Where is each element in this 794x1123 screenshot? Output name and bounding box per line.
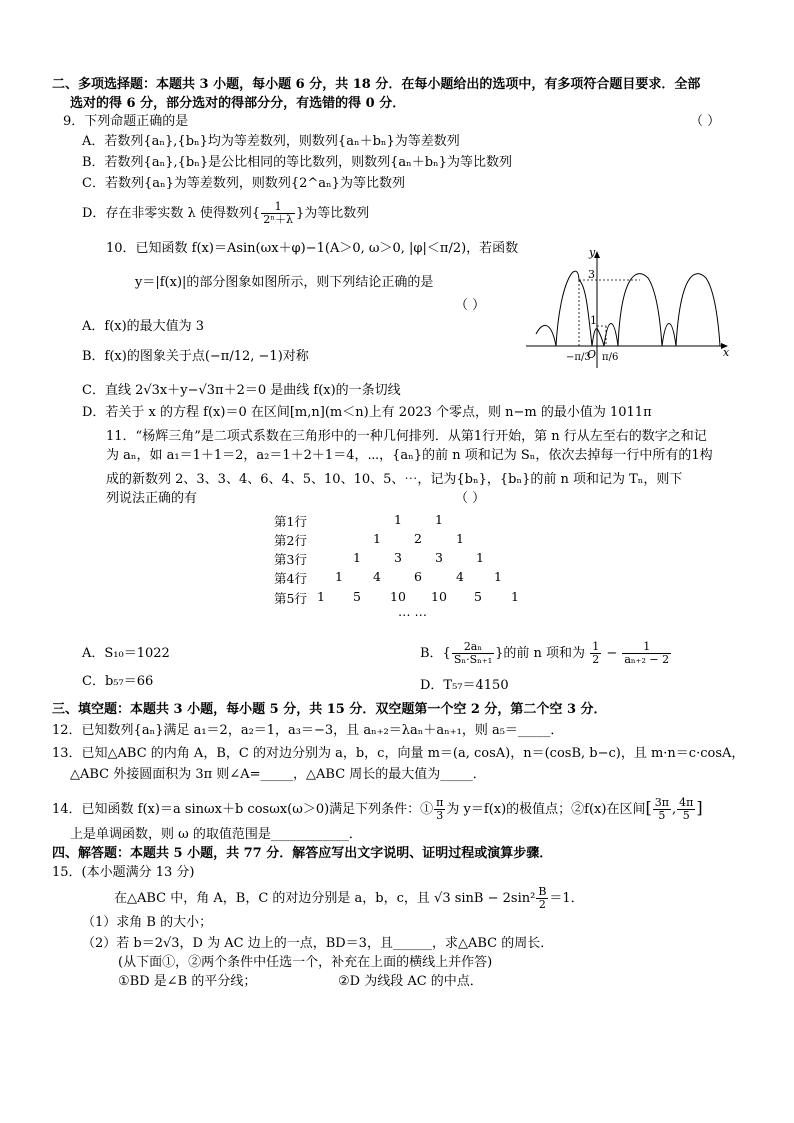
q11-stem-line2: 为 aₙ，如 a₁＝1＋1＝2，a₂＝1＋2＋1＝4，⋯，{aₙ}的前 n 项和记为 Sₙ，依次去掉每一行中所有的1构	[106, 448, 713, 463]
triangle-number: 6	[414, 569, 422, 584]
q12-text: 12．已知数列{aₙ}满足 a₁＝2，a₂＝1，a₃＝−3，且 aₙ₊₂＝λaₙ＋aₙ₊₁，则 a₅＝_____．	[52, 723, 564, 738]
triangle-number: 1	[476, 550, 484, 565]
q10-answer-blank: （ ）	[455, 298, 486, 313]
triangle-number: 10	[431, 589, 447, 604]
triangle-row-label: 第4行	[274, 571, 307, 586]
triangle-row-label: 第3行	[274, 552, 307, 567]
q15-condition-2: ②D 为线段 AC 的中点．	[338, 974, 483, 989]
q9-answer-blank: （ ）	[690, 114, 721, 129]
triangle-number: 1	[353, 550, 361, 565]
triangle-number: 10	[390, 589, 406, 604]
svg-text:O: O	[587, 348, 597, 361]
triangle-number: 1	[456, 531, 464, 546]
q15-condition-1: ①BD 是∠B 的平分线；	[118, 974, 257, 989]
q10-option-a: A．f(x)的最大值为 3	[82, 319, 205, 334]
svg-text:x: x	[723, 346, 730, 359]
q11-stem-line3: 成的新数列 2、3、3、4、6、4、5、10、10、5、⋯，记为{bₙ}，{bₙ}的前 n 项和记为 Tₙ，则下	[106, 472, 683, 487]
q9-option-a: A．若数列{aₙ},{bₙ}均为等差数列，则数列{aₙ＋bₙ}为等差数列	[82, 134, 460, 149]
q10-option-c: C．直线 2√3x＋y−√3π＋2＝0 是曲线 f(x)的一条切线	[82, 383, 401, 398]
section2-heading-cont: 选对的得 6 分，部分选对的得部分分，有选错的得 0 分．	[70, 96, 406, 111]
q11-option-b: B．{ $\frac{\text{2aₙ}}{\text{Sₙ·Sₙ₊₁}}$ }的前 n 项和为 $\frac{1}{2}$ − $\frac{1}{\text{aₙ₊₂ − 2}}$	[420, 640, 670, 666]
q10-option-d: D．若关于 x 的方程 f(x)＝0 在区间[m,n](m＜n)上有 2023 个零点，则 n−m 的最小值为 1011π	[82, 405, 652, 420]
q11-stem-line1: 11．“杨辉三角”是二项式系数在三角形中的一种几何排列．从第1行开始，第 n 行从左至右的数字之和记	[106, 429, 707, 444]
triangle-number: 5	[474, 589, 482, 604]
section2-heading: 二、多项选择题：本题共 3 小题，每小题 6 分，共 18 分．在每小题给出的选项中，有多项符合题目要求．全部	[52, 77, 701, 92]
q9-option-b: B．若数列{aₙ},{bₙ}是公比相同的等比数列，则数列{aₙ＋bₙ}为等比数列	[82, 155, 512, 170]
triangle-number: 1	[435, 512, 443, 527]
triangle-number: 3	[394, 550, 402, 565]
q14-text-line2: 上是单调函数，则 ω 的取值范围是____________．	[70, 827, 362, 842]
q13-text-line1: 13．已知△ABC 的内角 A，B，C 的对边分别为 a，b，c，向量 m＝(a, cosA)，n＝(cosB, b−c)，且 m·n＝c·cosA，	[52, 746, 745, 761]
svg-text:y: y	[589, 246, 596, 259]
q9-stem: 9．下列命题正确的是	[63, 114, 189, 129]
q10-stem-line1: 10．已知函数 f(x)＝Asin(ωx＋φ)−1(A＞0, ω＞0, |φ|＜π/2)，若函数	[106, 241, 519, 256]
q9-option-c: C．若数列{aₙ}为等差数列，则数列{2^aₙ}为等比数列	[82, 176, 405, 191]
svg-text:1: 1	[590, 314, 597, 327]
triangle-number: 4	[456, 569, 464, 584]
svg-text:3: 3	[588, 268, 595, 281]
q15-part1: （1）求角 B 的大小；	[82, 915, 213, 930]
triangle-number: 1	[394, 512, 402, 527]
q15-part2: （2）若 b＝2√3，D 为 AC 边上的一点，BD＝3，且______，求△ABC 的周长．	[82, 936, 554, 951]
triangle-number: 2	[414, 531, 422, 546]
triangle-number: 3	[435, 550, 443, 565]
q14-text-line1: 14．已知函数 f(x)＝a sinωx＋b cosωx(ω＞0)满足下列条件：① $\frac{\pi}{3}$ 为 y＝f(x)的极值点；②f(x)在区间[ $\frac{3\pi}{5}$ , $\frac{4\pi}{5}$ ]	[52, 796, 703, 822]
triangle-row-label: 第1行	[274, 514, 307, 529]
triangle-row-label: 第2行	[274, 533, 307, 548]
triangle-number: 1	[494, 569, 502, 584]
q11-option-a: A．S₁₀＝1022	[82, 646, 170, 661]
triangle-number: 1	[511, 589, 519, 604]
triangle-number: 4	[373, 569, 381, 584]
q10-function-graph	[522, 246, 734, 372]
q11-option-d: D．T₅₇＝4150	[420, 678, 509, 693]
triangle-number: 1	[373, 531, 381, 546]
triangle-row-label: 第5行	[274, 591, 307, 606]
triangle-ellipsis: ⋯ ⋯	[398, 607, 427, 622]
q15-instruction: (从下面①，②两个条件中任选一个，补充在上面的横线上并作答)	[118, 955, 493, 970]
triangle-number: 1	[317, 589, 325, 604]
svg-text:π/6: π/6	[602, 352, 619, 363]
q9-option-d: D．存在非零实数 λ 使得数列{ $\frac{1}{\text{2ⁿ＋λ}}$ }为等比数列	[82, 200, 370, 226]
q11-option-c: C．b₅₇＝66	[82, 674, 154, 689]
triangle-number: 1	[335, 569, 343, 584]
q15-heading: 15．(本小题满分 13 分)	[52, 865, 195, 880]
svg-text:−π/3: −π/3	[566, 352, 591, 363]
triangle-number: 5	[353, 589, 361, 604]
q11-answer-blank: （ ）	[455, 491, 486, 506]
q13-text-line2: △ABC 外接圆面积为 3π 则∠A=_____，△ABC 周长的最大值为_____．	[70, 767, 486, 782]
section3-heading: 三、填空题：本题共 3 小题，每小题 5 分，共 15 分．双空题第一个空 2 分，第二个空 3 分．	[52, 702, 607, 717]
q15-stem: 在△ABC 中，角 A，B，C 的对边分别是 a，b，c，且 √3 sinB − 2sin² $\frac{B}{2}$ ＝1．	[114, 885, 584, 911]
section4-heading: 四、解答题：本题共 5 小题，共 77 分．解答应写出文字说明、证明过程或演算步骤．	[52, 846, 553, 861]
q10-stem-line2: y＝|f(x)|的部分图象如图所示，则下列结论正确的是	[135, 275, 434, 290]
q10-option-b: B．f(x)的图象关于点(−π/12, −1)对称	[82, 349, 309, 364]
q11-stem-line4: 列说法正确的有	[106, 491, 198, 506]
